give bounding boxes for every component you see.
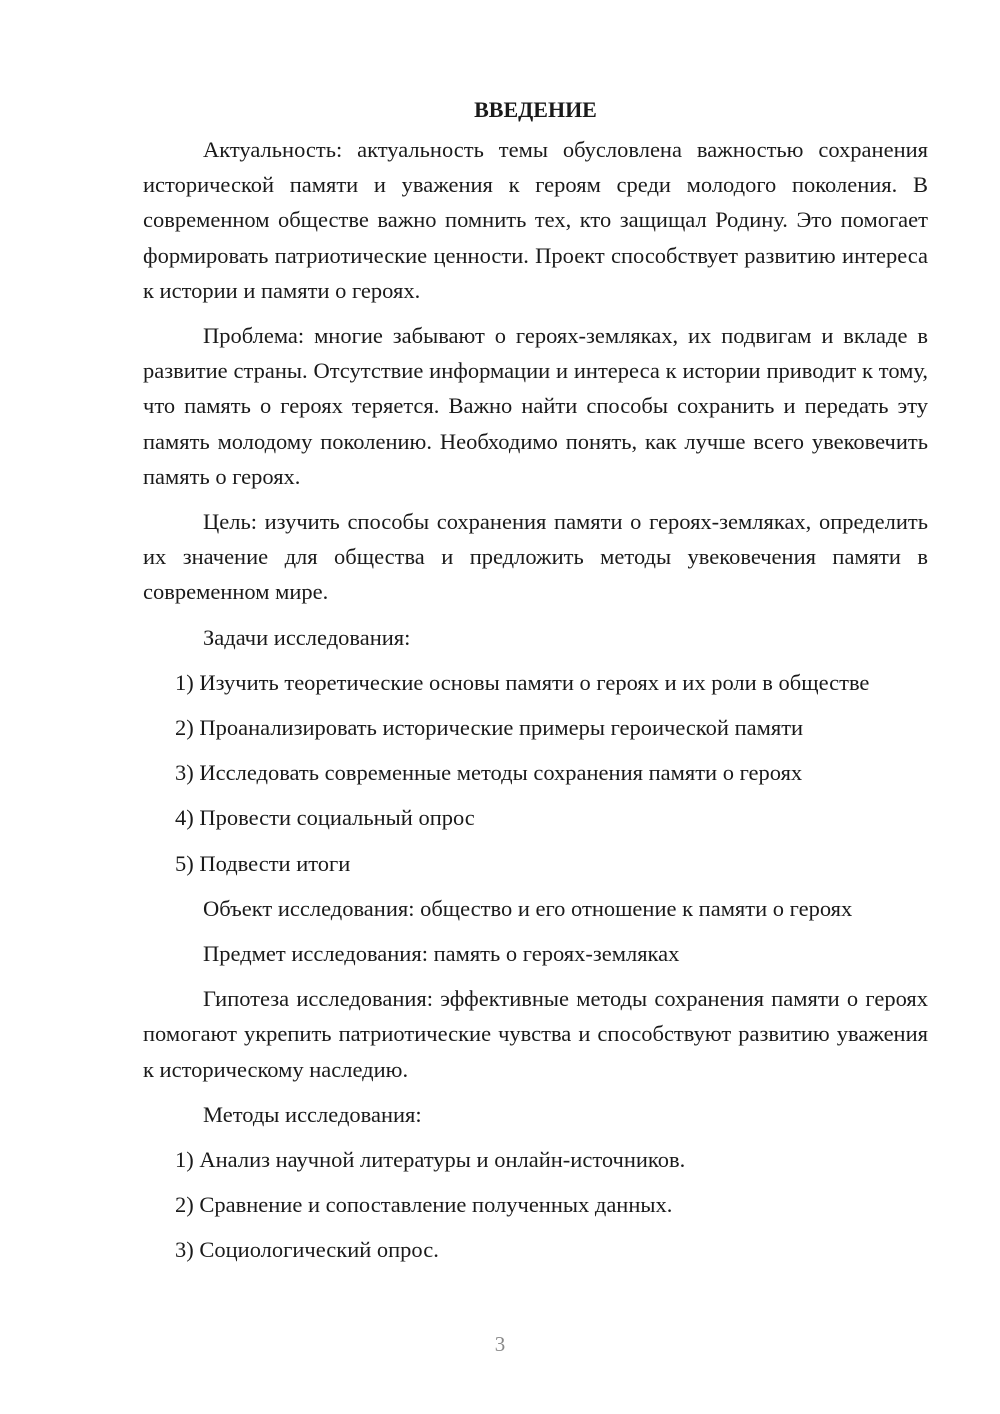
methods-list: [143, 1142, 928, 1268]
list-item: 5) Подвести итоги: [175, 850, 351, 876]
list-item: 3) Социологический опрос.: [175, 1237, 439, 1263]
document-title: ВВЕДЕНИЕ: [474, 97, 597, 122]
goal-paragraph: Цель: изучить способы сохранения памяти о героях-земляках, определить их значение для общества и предложить методы увековечения памяти в современном мире.: [143, 509, 928, 605]
methods-heading: Методы исследования:: [203, 1101, 422, 1127]
list-item: 2) Проанализировать исторические примеры героической памяти: [175, 715, 804, 741]
relevance-paragraph: Актуальность: актуальность темы обусловлена важностью сохранения исторической памяти и уважения к героям среди молодого поколения. В современном обществе важно помнить тех, кто защищал Родину. Это помогает формировать патриотические ценности. Проект способствует развитию интереса к истории и памяти о героях.: [143, 137, 928, 303]
problem-paragraph: Проблема: многие забывают о героях-земляках, их подвигам и вкладе в развитие страны. Отсутствие информации и интереса к истории приводит к тому, что память о героях теряется. Важно найти способы сохранить и передать эту память молодому поколению. Необходимо понять, как лучше всего увековечить память о героях.: [143, 323, 928, 489]
list-item: 1) Изучить теоретические основы памяти о героях и их роли в обществе: [175, 669, 870, 695]
subject-paragraph: Предмет исследования: память о героях-земляках: [203, 941, 680, 967]
list-item: 4) Провести социальный опрос: [175, 805, 475, 831]
tasks-heading: Задачи исследования:: [203, 624, 411, 650]
hypothesis-paragraph: Гипотеза исследования: эффективные методы сохранения памяти о героях помогают укрепить патриотические чувства и способствуют развитию уважения к историческому наследию.: [143, 986, 928, 1082]
page-number: 3: [494, 1332, 506, 1356]
document-page: [143, 92, 928, 1278]
tasks-list: [143, 665, 928, 881]
list-item: 3) Исследовать современные методы сохранения памяти о героях: [175, 760, 803, 786]
object-paragraph: Объект исследования: общество и его отношение к памяти о героях: [203, 895, 853, 921]
list-item: 2) Сравнение и сопоставление полученных данных.: [175, 1192, 673, 1218]
list-item: 1) Анализ научной литературы и онлайн-источников.: [175, 1147, 686, 1173]
